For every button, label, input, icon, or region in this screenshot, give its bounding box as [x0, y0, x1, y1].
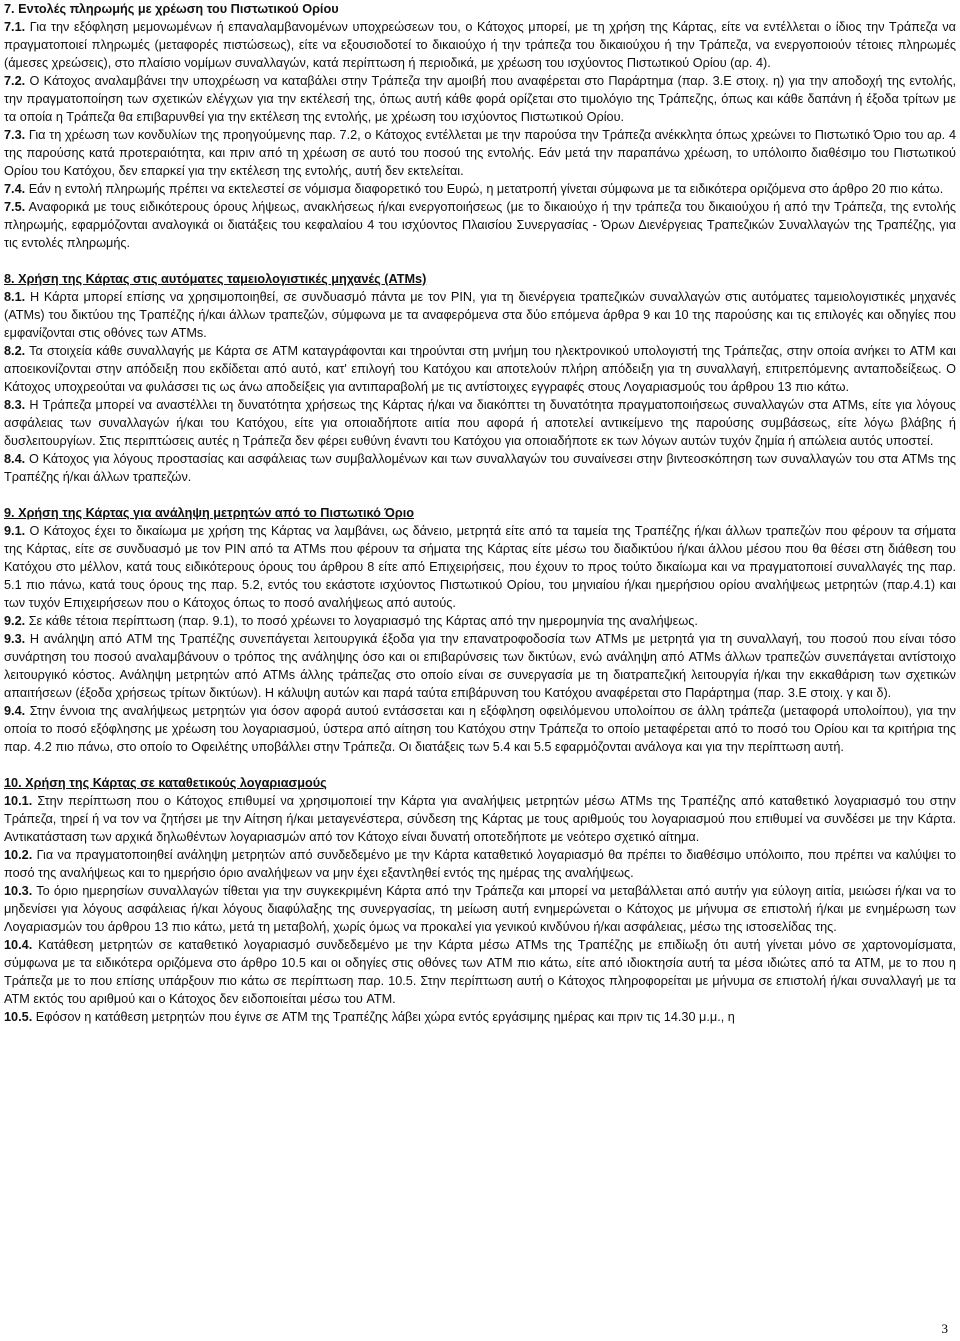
clause-text: Εάν η εντολή πληρωμής πρέπει να εκτελεστεί σε νόμισμα διαφορετικό του Ευρώ, η μετατροπή γίνεται σύμφωνα με τα ειδικότερα οριζόμενα στο άρθρο 20 πιο κάτω. — [28, 182, 944, 196]
section-gap — [4, 486, 956, 504]
clause-text: Τα στοιχεία κάθε συναλλαγής με Κάρτα σε ATM καταγράφονται και τηρούνται στη μνήμη του ηλεκτρονικού υπολογιστή της Τράπεζας, στην οποία ανήκει το ATM και αποεικονίζονται στην απόδειξη που εκδίδεται από αυτό, κατ' επιλογή του Κατόχου και αποτελούν πλήρη απόδειξη για τη συναλλαγή, επιτρεπόμενης ανταποδείξεως. Ο Κάτοχος υποχρεούται να φυλάσσει τις ως άνω αποδείξεις για αντιπαραβολή με τις αντίστοιχες εγγραφές στους Λογαριασμούς του άρθρου 13 πιο κάτω. — [4, 344, 957, 394]
clause-text: Για να πραγματοποιηθεί ανάληψη μετρητών από συνδεδεμένο με την Κάρτα καταθετικό λογαριασμό θα πρέπει το διαθέσιμο υπόλοιπο, που πρέπει να καλύψει το ποσό της αναλήψεως και το ημερήσιο όριο αναλήψεων να μην έχει εξαντληθεί εντός της ημέρας της αναλήψεως. — [4, 848, 957, 880]
clause-paragraph — [4, 1008, 956, 1026]
clause-text: Αναφορικά με τους ειδικότερους όρους λήψεως, ανακλήσεως ή/και ενεργοποιήσεως (με το δικαιούχο ή την τράπεζα του δικαιούχου ή από την Τράπεζα, της εντολής πληρωμής, εφαρμόζονται αναλογικά οι διατάξεις του κεφαλαίου 4 του ισχύοντος Πλαισίου Συνεργασίας - Όρων Διενέργειας Τραπεζικών Συναλλαγών της Τραπέζης, για τις εντολές πληρωμής. — [4, 200, 956, 250]
clause-number: 8.1. — [4, 290, 26, 304]
clause-paragraph — [4, 396, 956, 450]
clause-paragraph — [4, 630, 956, 702]
clause-paragraph — [4, 450, 956, 486]
clause-number: 9.3. — [4, 632, 26, 646]
clause-text: Ο Κάτοχος για λόγους προστασίας και ασφάλειας των συμβαλλομένων και των συναλλαγών του συναίνεσει στην βιντεοσκόπηση των συναλλαγών του στα ATMs της Τραπέζης ή/και άλλων τραπεζών. — [4, 452, 957, 484]
clause-text: Ο Κάτοχος αναλαμβάνει την υποχρέωση να καταβάλει στην Τράπεζα την αμοιβή που αναφέρεται στο Παράρτημα (παρ. 3.Ε στοιχ. η) για την αποδοχή της εντολής, την πραγματοποίηση των σχετικών ελέγχων για την εκτέλεσή της, όπως αυτή κάθε φορά ορίζεται στο τιμολόγιο της Τράπεζης, όπως και κάθε δαπάνη ή έξοδα τρίτων με τα οποία η Τράπεζα θα επιβαρυνθεί για την εκτέλεση της εντολής, με χρέωση του ισχύοντος Πιστωτικού Ορίου. — [4, 74, 957, 124]
section-gap — [4, 252, 956, 270]
clause-text: Για την εξόφληση μεμονωμένων ή επαναλαμβανομένων υποχρεώσεων του, ο Κάτοχος μπορεί, με τη χρήση της Κάρτας, είτε να εντέλλεται ο ίδιος την Τράπεζα να πραγματοποιεί πληρωμές (μεταφορές πιστώσεως), είτε να εξουσιοδοτεί το δικαιούχο ή την τράπεζα του δικαιούχου ή την Τράπεζα, να ενεργοποιούν τέτοιες πληρωμές (άμεσες χρεώσεις), στο πλαίσιο νομίμων συναλλαγών, κατά περίπτωση ή περιοδικά, με χρέωση του ισχύοντος Πιστωτικού Ορίου (αρ. 4). — [4, 20, 956, 70]
clause-paragraph — [4, 180, 956, 198]
clause-number: 10.4. — [4, 938, 33, 952]
clause-paragraph — [4, 18, 956, 72]
section-gap — [4, 756, 956, 774]
section-heading: 10. Χρήση της Κάρτας σε καταθετικούς λογαριασμούς — [4, 776, 327, 790]
section-heading: 8. Χρήση της Κάρτας στις αυτόματες ταμειολογιστικές μηχανές (ATMs) — [4, 272, 427, 286]
clause-text: Η Τράπεζα μπορεί να αναστέλλει τη δυνατότητα χρήσεως της Κάρτας ή/και να διακόπτει τη δυνατότητα πραγματοποιήσεως συναλλαγών στα ATMs, είτε για λόγους ασφάλειας των συναλλαγών ή/και του Κατόχου, είτε για οποιαδήποτε αιτία που αφορά ή αποτελεί αντικείμενο της παρούσης συμβάσεως, είτε λόγω βλάβης ή δυσλειτουργίων. Στις περιπτώσεις αυτές η Τράπεζα δεν φέρει ευθύνη έναντι του Κατόχου για οποιαδήποτε εκ των λόγων αυτών τυχόν ζημία ή απώλεια αυτός υποστεί. — [4, 398, 956, 448]
clause-number: 7.3. — [4, 128, 26, 142]
clause-number: 8.2. — [4, 344, 26, 358]
clause-number: 9.1. — [4, 524, 26, 538]
clause-text: Σε κάθε τέτοια περίπτωση (παρ. 9.1), το ποσό χρέωνει το λογαριασμό της Κάρτας από την ημερομηνία της αναλήψεως. — [28, 614, 698, 628]
clause-paragraph — [4, 126, 956, 180]
clause-text: Η ανάληψη από ATM της Τραπέζης συνεπάγεται λειτουργικά έξοδα για την επανατροφοδοσία των ATMs με μετρητά για τη συναλλαγή, του ποσού που είναι τόσο συνάρτηση του ποσού αναλαμβάνουν ο τρόπος της ανάληψης όσο και οι επιβαρύνσεις των δικτύων, ενώ ανάληψη από ATMs άλλων τραπεζών συνεπάγεται αντίστοιχο λειτουργικό κόστος. Ανάληψη μετρητών από ATMs άλλης τράπεζας στο οποίο είναι σε συνεργασία με τη διατραπεζική λειτουργία ή/και την εκκαθάριση των σχετικών απαιτήσεων (έξοδα χρήσεως τρίτων δικτύων). Η κάλυψη αυτών και παρά ταύτα επιβάρυνση του Κατόχου αναφέρεται στο Παράρτημα (παρ. 3.Ε στοιχ. γ και δ). — [4, 632, 956, 700]
clause-paragraph — [4, 522, 956, 612]
clause-paragraph — [4, 342, 956, 396]
clause-text: Για τη χρέωση των κονδυλίων της προηγούμενης παρ. 7.2, ο Κάτοχος εντέλλεται με την παρούσα την Τράπεζα ανέκκλητα όπως χρεώνει το Πιστωτικό Όριο του αρ. 4 της παρούσης κατά προτεραιότητα, και πριν από τη χρέωση σε αυτό του ποσού της εντολής. Εάν μετά την παραπάνω χρέωση, το υπόλοιπο διαθέσιμο του Πιστωτικού Ορίου του Κατόχου, δεν επαρκεί για την εκτέλεση της εντολής, αυτή δεν εκτελείται. — [4, 128, 956, 178]
clause-paragraph — [4, 612, 956, 630]
clause-number: 7.2. — [4, 74, 26, 88]
clause-text: Ο Κάτοχος έχει το δικαίωμα με χρήση της Κάρτας να λαμβάνει, ως δάνειο, μετρητά είτε από τα ταμεία της Τραπέζης ή/και άλλων τραπεζών που φέρουν τα σήματα της Κάρτας, είτε σε συνδυασμό με τον PIN από τα ATMs που φέρουν τα σήματα της Κάρτας είτε μέσω του διαδικτύου ή/και άλλου μέσου που θα θέσει στη διάθεση του Κατόχου στο μέλλον, κατά τους ειδικότερους όρους του άρθρου 8 είτε από Επιχειρήσεις, που έχουν το προς τούτο δικαίωμα και να πραγματοποιεί συναλλαγές της παρ. 5.1 πιο πάνω, κατά τους όρους της παρ. 5.2, εντός του εκάστοτε ισχύοντος Πιστωτικού Ορίου, του μηνιαίου ή/και ημερήσιου ορίου αναλήψεως μετρητών (παρ.4.1) και των τυχόν Επιχειρήσεων που ο Κάτοχος όπως το ποσό αναλήψεως από αυτούς. — [4, 524, 956, 610]
clause-text: Εφόσον η κατάθεση μετρητών που έγινε σε ATM της Τραπέζης λάβει χώρα εντός εργάσιμης ημέρας και πριν τις 14.30 μ.μ., η — [35, 1010, 735, 1024]
clause-paragraph — [4, 198, 956, 252]
clause-number: 10.5. — [4, 1010, 33, 1024]
clause-number: 8.4. — [4, 452, 26, 466]
clause-text: Κατάθεση μετρητών σε καταθετικό λογαριασμό συνδεδεμένο με την Κάρτα μέσω ATMs της Τραπέζης με επιδίωξη ότι αυτή γίνεται μόνο σε χαρτονομίσματα, σύμφωνα με τα ειδικότερα οριζόμενα στο άρθρο 10.5 και οι οδηγίες στις οθόνες των ATM πιο κάτω, είτε από ιδιοκτησία αυτή τα μέσα ιδιώτες από τα ATM, με το που η Τράπεζα με το που επίσης υπάρξουν πιο κάτω σε περίπτωση παρ. 10.5. Στην περίπτωση αυτή ο Κάτοχος πληροφορείται με μήνυμα σε επιστολή ή/και συναλλαγή με τα ATM εκτός του αριθμού και ο Κάτοχος δεν ειδοποιείται μέσω του ATM. — [4, 938, 956, 1006]
clause-text: Στην περίπτωση που ο Κάτοχος επιθυμεί να χρησιμοποιεί την Κάρτα για αναλήψεις μετρητών μέσω ATMs της Τραπέζης από καταθετικό λογαριασμό του στην Τράπεζα, τηρεί ή να τον να ζητήσει με την Αίτηση ή/και μεταγενέστερα, σύνδεση της Κάρτας με τους αριθμούς του λογαριασμού που επιθυμεί να συνδέσει με την Κάρτα. Αντικατάσταση των αρχικά δηλωθέντων λογαριασμών από τον Κάτοχο είναι δυνατή οποτεδήποτε με νεότερο σχετικό αίτημα. — [4, 794, 956, 844]
clause-paragraph — [4, 288, 956, 342]
clause-text: Η Κάρτα μπορεί επίσης να χρησιμοποιηθεί, σε συνδυασμό πάντα με τον PIN, για τη διενέργεια τραπεζικών συναλλαγών στις αυτόματες ταμειολογιστικές μηχανές (ATMs) του δικτύου της Τραπέζης ή/και άλλων τραπεζών, σύμφωνα με τα αναφερόμενα στα δύο επόμενα άρθρα 9 και 10 της παρούσης και τις επιλογές και οδηγίες που εμφανίζονται στις οθόνες των ATMs. — [4, 290, 956, 340]
clause-paragraph — [4, 936, 956, 1008]
section-heading: 9. Χρήση της Κάρτας για ανάληψη μετρητών από το Πιστωτικό Όριο — [4, 506, 415, 520]
clause-paragraph — [4, 846, 956, 882]
clause-number: 9.2. — [4, 614, 26, 628]
clause-number: 10.1. — [4, 794, 33, 808]
clause-number: 7.4. — [4, 182, 26, 196]
section-heading: 7. Εντολές πληρωμής με χρέωση του Πιστωτικού Ορίου — [4, 2, 339, 16]
clause-paragraph — [4, 702, 956, 756]
clause-paragraph — [4, 72, 956, 126]
clause-number: 10.3. — [4, 884, 33, 898]
clause-text: Το όριο ημερησίων συναλλαγών τίθεται για την συγκεκριμένη Κάρτα από την Τράπεζα και μπορεί να μεταβάλλεται από αυτήν για εύλογη αιτία, μειώσει ή/και να το μηδενίσει για λόγους ασφάλειας ή/και λόγους διαφύλαξης της συνεργασίας, τη μείωση αυτή ενημερώνεται ο Κάτοχος με μήνυμα σε επιστολή ή/και με ενημέρωση των Λογαριασμών του άρθρου 13 πιο κάτω, μετά τη μεταβολή, χωρίς όμως να προκαλεί για γενικού κινδύνου ή/και ασφάλειας, μέσω της ιστοσελίδας της. — [4, 884, 956, 934]
clause-number: 10.2. — [4, 848, 33, 862]
clause-number: 8.3. — [4, 398, 26, 412]
clause-number: 7.1. — [4, 20, 26, 34]
clause-paragraph — [4, 882, 956, 936]
clause-paragraph — [4, 792, 956, 846]
clause-number: 9.4. — [4, 704, 26, 718]
page-number: 3 — [941, 1321, 948, 1336]
clause-number: 7.5. — [4, 200, 26, 214]
clause-text: Στην έννοια της αναλήψεως μετρητών για όσον αφορά αυτού εντάσσεται και η εξόφληση οφειλόμενου υπολοίπου σε άλλη τράπεζα (μεταφορά υπολοίπου), για την οποία το ποσό εξόφλησης με χρέωση του λογαριασμού, ύστερα από αίτηση του Κατόχου στην Τράπεζα το οποίο μεταφέρεται από το ποσό του Ορίου και τα κριτήρια της παρ. 4.2 πιο πάνω, στο οποίο το Οφειλέτης υποβάλλει στην Τράπεζα. Οι διατάξεις των 5.4 και 5.5 εφαρμόζονται ανάλογα και για την περίπτωση αυτή. — [4, 704, 956, 754]
